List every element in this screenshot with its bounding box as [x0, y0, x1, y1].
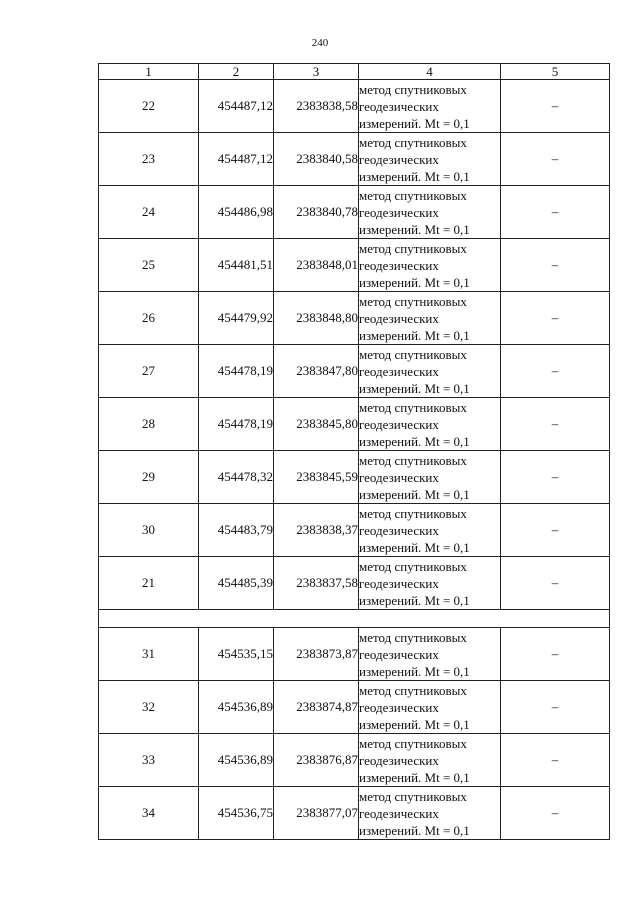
point-number-cell: 29	[99, 451, 199, 504]
note-cell: –	[501, 628, 610, 681]
method-line: метод спутниковых	[359, 187, 467, 203]
method-line: измерений. Mt = 0,1	[359, 769, 470, 785]
y-coordinate-cell: 2383840,58	[274, 133, 359, 186]
method-line: геодезических	[359, 469, 439, 485]
x-coordinate-cell: 454485,39	[199, 557, 274, 610]
method-line: геодезических	[359, 257, 439, 273]
table-row	[99, 292, 610, 345]
x-coordinate-cell: 454479,92	[199, 292, 274, 345]
method-line: метод спутниковых	[359, 81, 467, 97]
x-coordinate-cell: 454486,98	[199, 186, 274, 239]
column-header-5: 5	[501, 64, 610, 80]
note-cell: –	[501, 734, 610, 787]
y-coordinate-cell: 2383845,80	[274, 398, 359, 451]
method-line: метод спутниковых	[359, 346, 467, 362]
method-line: измерений. Mt = 0,1	[359, 115, 470, 131]
table-row	[99, 133, 610, 186]
method-line: геодезических	[359, 310, 439, 326]
method-line: геодезических	[359, 646, 439, 662]
table-row	[99, 681, 610, 734]
table-row	[99, 557, 610, 610]
spacer-cell	[99, 610, 610, 628]
method-cell	[359, 681, 501, 734]
table-row	[99, 239, 610, 292]
method-line: метод спутниковых	[359, 399, 467, 415]
method-line: метод спутниковых	[359, 452, 467, 468]
method-line: геодезических	[359, 98, 439, 114]
x-coordinate-cell: 454478,19	[199, 398, 274, 451]
table-row	[99, 628, 610, 681]
y-coordinate-cell: 2383873,87	[274, 628, 359, 681]
note-cell: –	[501, 787, 610, 840]
method-line: геодезических	[359, 805, 439, 821]
table-row	[99, 734, 610, 787]
method-line: метод спутниковых	[359, 293, 467, 309]
method-line: измерений. Mt = 0,1	[359, 221, 470, 237]
method-line: измерений. Mt = 0,1	[359, 716, 470, 732]
x-coordinate-cell: 454487,12	[199, 80, 274, 133]
y-coordinate-cell: 2383838,37	[274, 504, 359, 557]
point-number-cell: 30	[99, 504, 199, 557]
method-line: метод спутниковых	[359, 558, 467, 574]
note-cell: –	[501, 557, 610, 610]
method-line: метод спутниковых	[359, 735, 467, 751]
method-cell	[359, 345, 501, 398]
point-number-cell: 31	[99, 628, 199, 681]
point-number-cell: 26	[99, 292, 199, 345]
table-spacer	[99, 610, 610, 628]
note-cell: –	[501, 451, 610, 504]
method-line: измерений. Mt = 0,1	[359, 663, 470, 679]
method-line: геодезических	[359, 575, 439, 591]
y-coordinate-cell: 2383848,80	[274, 292, 359, 345]
y-coordinate-cell: 2383845,59	[274, 451, 359, 504]
note-cell: –	[501, 681, 610, 734]
method-line: измерений. Mt = 0,1	[359, 380, 470, 396]
method-cell	[359, 734, 501, 787]
method-cell	[359, 186, 501, 239]
table-row	[99, 398, 610, 451]
table-body-group-2	[99, 628, 610, 840]
point-number-cell: 24	[99, 186, 199, 239]
y-coordinate-cell: 2383877,07	[274, 787, 359, 840]
y-coordinate-cell: 2383847,80	[274, 345, 359, 398]
x-coordinate-cell: 454478,32	[199, 451, 274, 504]
x-coordinate-cell: 454535,15	[199, 628, 274, 681]
note-cell: –	[501, 398, 610, 451]
method-cell	[359, 133, 501, 186]
method-cell	[359, 787, 501, 840]
method-cell	[359, 451, 501, 504]
method-line: метод спутниковых	[359, 134, 467, 150]
method-line: измерений. Mt = 0,1	[359, 327, 470, 343]
method-cell	[359, 557, 501, 610]
point-number-cell: 34	[99, 787, 199, 840]
x-coordinate-cell: 454483,79	[199, 504, 274, 557]
point-number-cell: 32	[99, 681, 199, 734]
point-number-cell: 23	[99, 133, 199, 186]
method-line: метод спутниковых	[359, 682, 467, 698]
method-line: измерений. Mt = 0,1	[359, 274, 470, 290]
column-header-1: 1	[99, 64, 199, 80]
note-cell: –	[501, 80, 610, 133]
y-coordinate-cell: 2383840,78	[274, 186, 359, 239]
table-body-group-1	[99, 80, 610, 610]
table-row	[99, 451, 610, 504]
point-number-cell: 25	[99, 239, 199, 292]
method-line: измерений. Mt = 0,1	[359, 168, 470, 184]
method-line: метод спутниковых	[359, 788, 467, 804]
method-line: метод спутниковых	[359, 629, 467, 645]
method-line: измерений. Mt = 0,1	[359, 433, 470, 449]
method-cell	[359, 628, 501, 681]
method-line: метод спутниковых	[359, 240, 467, 256]
method-cell	[359, 239, 501, 292]
point-number-cell: 22	[99, 80, 199, 133]
point-number-cell: 21	[99, 557, 199, 610]
method-line: измерений. Mt = 0,1	[359, 486, 470, 502]
method-line: геодезических	[359, 363, 439, 379]
column-header-2: 2	[199, 64, 274, 80]
method-line: геодезических	[359, 151, 439, 167]
method-line: метод спутниковых	[359, 505, 467, 521]
y-coordinate-cell: 2383838,58	[274, 80, 359, 133]
method-line: геодезических	[359, 522, 439, 538]
method-line: геодезических	[359, 699, 439, 715]
y-coordinate-cell: 2383848,01	[274, 239, 359, 292]
table-header-row	[99, 64, 610, 80]
point-number-cell: 28	[99, 398, 199, 451]
x-coordinate-cell: 454487,12	[199, 133, 274, 186]
table-row	[99, 787, 610, 840]
note-cell: –	[501, 239, 610, 292]
note-cell: –	[501, 133, 610, 186]
y-coordinate-cell: 2383874,87	[274, 681, 359, 734]
table-spacer-row	[99, 610, 610, 628]
table-row	[99, 504, 610, 557]
table-row	[99, 80, 610, 133]
y-coordinate-cell: 2383837,58	[274, 557, 359, 610]
column-header-3: 3	[274, 64, 359, 80]
y-coordinate-cell: 2383876,87	[274, 734, 359, 787]
method-line: измерений. Mt = 0,1	[359, 822, 470, 838]
column-header-4: 4	[359, 64, 501, 80]
x-coordinate-cell: 454481,51	[199, 239, 274, 292]
point-number-cell: 27	[99, 345, 199, 398]
note-cell: –	[501, 292, 610, 345]
method-line: геодезических	[359, 416, 439, 432]
x-coordinate-cell: 454478,19	[199, 345, 274, 398]
method-cell	[359, 504, 501, 557]
note-cell: –	[501, 186, 610, 239]
table-row	[99, 186, 610, 239]
coordinates-table	[98, 63, 610, 840]
page-number: 240	[311, 37, 329, 49]
method-line: измерений. Mt = 0,1	[359, 539, 470, 555]
x-coordinate-cell: 454536,89	[199, 681, 274, 734]
table-row	[99, 345, 610, 398]
note-cell: –	[501, 504, 610, 557]
note-cell: –	[501, 345, 610, 398]
method-cell	[359, 292, 501, 345]
x-coordinate-cell: 454536,75	[199, 787, 274, 840]
method-line: геодезических	[359, 204, 439, 220]
x-coordinate-cell: 454536,89	[199, 734, 274, 787]
method-line: измерений. Mt = 0,1	[359, 592, 470, 608]
method-cell	[359, 398, 501, 451]
method-cell	[359, 80, 501, 133]
point-number-cell: 33	[99, 734, 199, 787]
method-line: геодезических	[359, 752, 439, 768]
